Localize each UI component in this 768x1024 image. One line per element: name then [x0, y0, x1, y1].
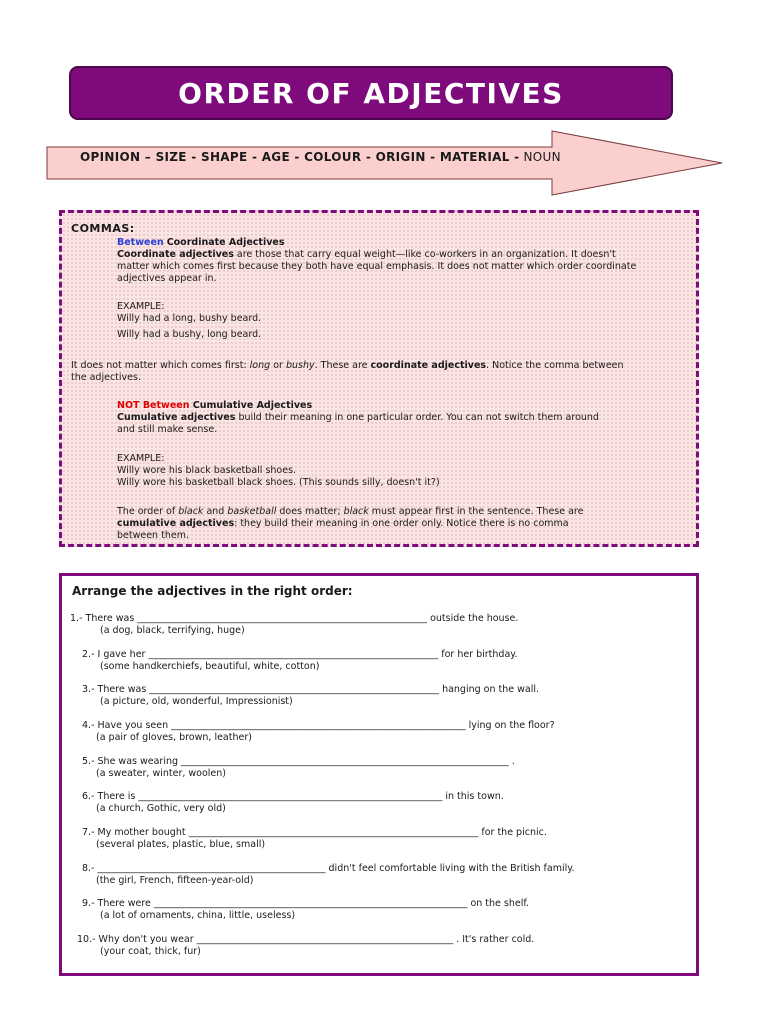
note-1-start: It does not matter which comes first:: [71, 360, 250, 371]
exercise-item-3-hint: (a picture, old, wonderful, Impressionist): [100, 696, 293, 707]
note-2-and: and: [203, 506, 228, 517]
cum-def-line-2: and still make sense.: [117, 424, 218, 435]
exercise-item-8-sentence: 8.- ________________________________________________ didn't feel comfortable living with the British family.: [82, 863, 575, 874]
not-between-word: NOT Between: [117, 400, 190, 411]
exercise-item-10-hint: (your coat, thick, fur): [100, 946, 201, 957]
note-2-term: cumulative adjectives: [117, 518, 235, 529]
exercise-item-7-sentence: 7.- My mother bought _____________________________________________________________ for the picnic.: [82, 827, 547, 838]
commas-section: [59, 210, 699, 547]
coord-def-line-2: matter which comes first because they both have equal emphasis. It does not matter which order coordinate: [117, 261, 637, 272]
cum-note-line-3: between them.: [117, 530, 189, 541]
title-banner: [69, 66, 673, 120]
coord-term: Coordinate adjectives: [117, 249, 234, 260]
note-2-mid: does matter;: [276, 506, 344, 517]
note-2-start: The order of: [117, 506, 179, 517]
coord-def-line-3: adjectives appear in.: [117, 273, 217, 284]
cum-note-line-2: [117, 518, 569, 530]
exercise-item-6-hint: (a church, Gothic, very old): [96, 803, 226, 814]
note-1-end: . Notice the comma between: [486, 360, 624, 371]
exercise-item-7-hint: (several plates, plastic, blue, small): [96, 839, 266, 850]
example-2b: Willy wore his basketball black shoes. (This sounds silly, doesn't it?): [117, 477, 440, 488]
exercise-item-4-sentence: 4.- Have you seen ______________________________________________________________ lying on the floor?: [82, 720, 555, 731]
coord-note-line-1: [71, 360, 624, 372]
exercise-item-2-sentence: 2.- I gave her _____________________________________________________________ for her birthday.: [82, 649, 518, 660]
exercise-item-2-hint: (some handkerchiefs, beautiful, white, cotton): [100, 661, 320, 672]
coord-def-1: are those that carry equal weight—like co-workers in an organization. It doesn't: [233, 249, 616, 260]
not-between-heading: [117, 400, 312, 412]
example-2a: Willy wore his black basketball shoes.: [117, 465, 297, 476]
not-between-title: Cumulative Adjectives: [189, 400, 313, 411]
cum-def-line-1: [117, 412, 599, 424]
exercise-item-6-sentence: 6.- There is ________________________________________________________________ in this town.: [82, 791, 504, 802]
adjective-order-arrow: [46, 130, 726, 196]
note-2-line2-end: : they build their meaning in one order only. Notice there is no comma: [234, 518, 569, 529]
exercise-item-10-sentence: 10.- Why don't you wear ______________________________________________________ . It's rather cold.: [77, 934, 535, 945]
example-label-2: EXAMPLE:: [117, 453, 165, 464]
note-1-or: or: [270, 360, 286, 371]
exercise-item-5-hint: (a sweater, winter, woolen): [96, 768, 226, 779]
cum-def-1: build their meaning in one particular order. You can not switch them around: [235, 412, 599, 423]
adjective-sequence: [80, 150, 561, 164]
example-1b: Willy had a bushy, long beard.: [117, 329, 262, 340]
exercise-title: Arrange the adjectives in the right order:: [72, 584, 353, 598]
exercise-item-1-hint: (a dog, black, terrifying, huge): [100, 625, 245, 636]
exercise-item-3-sentence: 3.- There was _____________________________________________________________ hanging on the wall.: [82, 684, 540, 695]
coord-def-line-1: [117, 249, 616, 261]
between-title: Coordinate Adjectives: [166, 237, 285, 248]
note-2-black2: black: [343, 506, 369, 517]
cum-note-line-1: [117, 506, 583, 518]
note-2-black: black: [178, 506, 204, 517]
exercise-item-9-hint: (a lot of ornaments, china, little, useless): [100, 910, 296, 921]
commas-heading: COMMAS:: [71, 222, 135, 235]
note-1-long: long: [249, 360, 271, 371]
note-1-term: coordinate adjectives: [370, 360, 487, 371]
note-1-bushy: bushy: [285, 360, 315, 371]
exercise-section: [59, 573, 699, 976]
exercise-item-1-sentence: 1.- There was _____________________________________________________________ outside the house.: [70, 613, 519, 624]
note-2-basketball: basketball: [227, 506, 277, 517]
exercise-item-4-hint: (a pair of gloves, brown, leather): [96, 732, 252, 743]
page-title: ORDER OF ADJECTIVES: [178, 76, 564, 110]
example-1a: Willy had a long, bushy beard.: [117, 313, 262, 324]
exercise-item-9-sentence: 9.- There were __________________________________________________________________ on the shelf.: [82, 898, 530, 909]
example-label-1: EXAMPLE:: [117, 301, 165, 312]
noun-text: NOUN: [523, 150, 561, 164]
exercise-item-5-sentence: 5.- She was wearing _____________________________________________________________________ .: [82, 756, 515, 767]
note-1-mid: . These are: [314, 360, 371, 371]
sequence-text: OPINION – SIZE - SHAPE - AGE - COLOUR - ORIGIN - MATERIAL -: [80, 150, 520, 164]
between-word: Between: [117, 237, 164, 248]
between-heading: [117, 237, 285, 249]
cum-term: Cumulative adjectives: [117, 412, 236, 423]
exercise-item-8-hint: (the girl, French, fifteen-year-old): [96, 875, 254, 886]
note-2-end: must appear first in the sentence. These are: [368, 506, 584, 517]
coord-note-line-2: the adjectives.: [71, 372, 141, 383]
